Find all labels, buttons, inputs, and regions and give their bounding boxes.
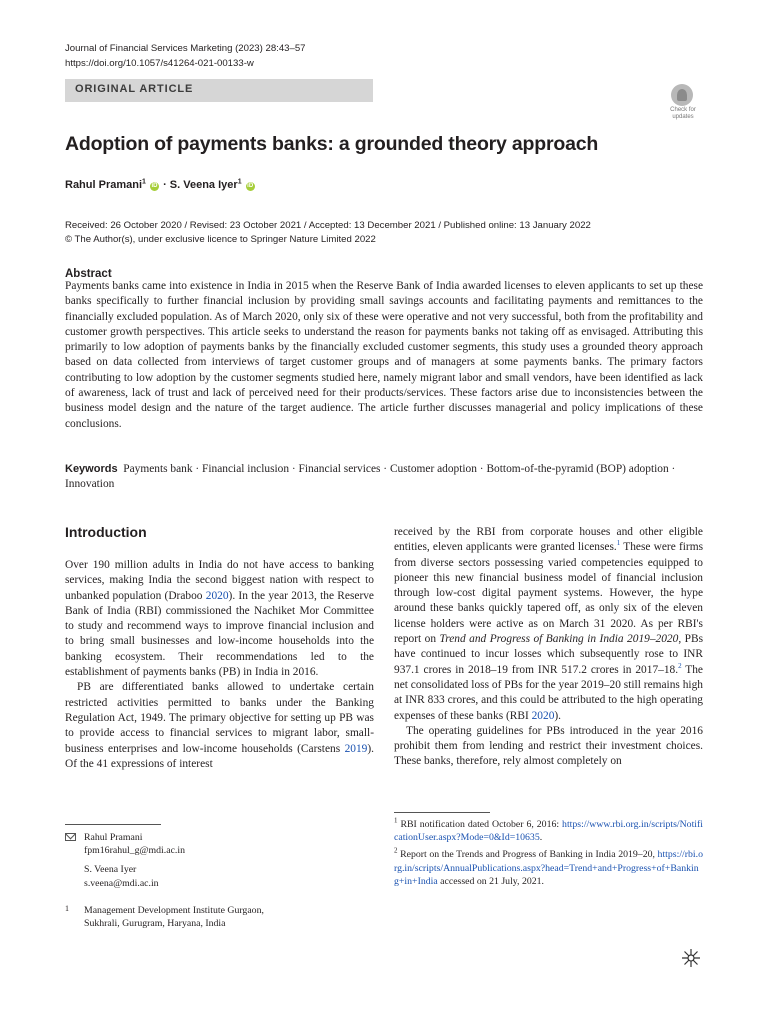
footnote-marker[interactable]: 1 [616, 539, 621, 548]
author-name[interactable]: Rahul Pramani [65, 179, 143, 191]
keywords-text: Payments bank · Financial inclusion · Financial services · Customer adoption · Bottom-of-the-pyramid (BOP) adoption · Innovation [65, 463, 676, 491]
body-column-right [394, 525, 703, 770]
abstract-text: Payments banks came into existence in India in 2015 when the Reserve Bank of India awarded licenses to eleven applicants to set up these banks specifically to further financial inclusion by providing small savings accounts and facilitating payments and remittances to the financially excluded population. As of March 2020, only six of these were operative and not very successful, both from the profitability and customer growth perspectives. This article seeks to understand the reason for payments banks not taking off as envisaged. Attributing this primarily to low adoption of payments banks by the financially excluded customer segments, this study uses a grounded theory approach based on data collected from interviews of target customer groups and of managers at some payments banks. The primary factors contributing to low adoption by the customer segments studied here, namely migrant labor and small vendors, have been identified as lack of awareness, lack of trust and lack of perceived need for their products/services. These factors arise due to inconsistencies between the business model design and the nature of the target audience. The article further discusses managerial and policy implications of these conclusions. [65, 280, 703, 430]
footnote-divider [394, 812, 490, 813]
corresponding-author-name: Rahul Pramani [84, 832, 143, 843]
footnote-marker[interactable]: 2 [678, 661, 682, 670]
corresponding-author-name: S. Veena Iyer [84, 864, 137, 876]
copyright-line: © The Author(s), under exclusive licence to Springer Nature Limited 2022 [65, 233, 376, 245]
footnote-divider [65, 824, 161, 825]
publication-dates [65, 219, 591, 246]
history-dates: Received: 26 October 2020 / Revised: 23 October 2021 / Accepted: 13 December 2021 / Published online: 13 January 2022 [65, 220, 591, 231]
footnote: $^2$ Report on the Trends and Progress of Banking in India 2019–20, https://rbi.org.in/scripts/AnnualPublications.aspx?head=Trend+and+Progress+of+Banking+in+India accessed on 21 July, 2021. [394, 847, 703, 887]
author-list [65, 179, 256, 191]
abstract-heading: Abstract [65, 268, 112, 280]
citation-link[interactable]: 2020 [205, 589, 229, 602]
affiliation-marker: 1 [142, 178, 146, 186]
section-heading: Introduction [65, 524, 147, 540]
keywords-label: Keywords [65, 463, 118, 475]
footnote-link[interactable]: https://www.rbi.org.in/scripts/NotificationUser.aspx?Mode=0&Id=10635 [394, 819, 704, 844]
footnote: $^1$ RBI notification dated October 6, 2016: https://www.rbi.org.in/scripts/NotificationUser.aspx?Mode=0&Id=10635. [394, 816, 704, 844]
article-type-banner [65, 79, 373, 102]
check-updates-label: Check for updates [670, 107, 696, 120]
author-email[interactable]: s.veena@mdi.ac.in [84, 877, 159, 889]
citation-link[interactable]: 2020 [531, 709, 555, 722]
affiliation-number: 1 [65, 904, 69, 913]
affiliation-line: Management Development Institute Gurgaon, [84, 905, 264, 916]
doi-link[interactable]: https://doi.org/10.1057/s41264-021-00133-w [65, 58, 254, 69]
journal-citation: Journal of Financial Services Marketing (2023) 28:43–57 [65, 43, 306, 54]
footnote-link[interactable]: https://rbi.org.in/scripts/AnnualPublications.aspx?head=Trend+and+Progress+of+Banking+in+India [394, 849, 703, 887]
paragraph: PB are differentiated banks allowed to undertake certain restricted activities permitted to banks under the Banking Regulation Act, 1949. The primary objective for setting up PB was to provide access to financial services to migrant labor, small-business enterprises and low-income households (Carstens 2019). Of the 41 expressions of interest [65, 681, 374, 770]
body-column-left [65, 558, 374, 772]
keywords-block [65, 462, 703, 493]
author-email[interactable]: fpm16rahul_g@mdi.ac.in [84, 845, 185, 857]
check-for-updates-badge[interactable] [664, 84, 702, 124]
citation-link[interactable]: 2019 [344, 742, 368, 755]
article-type-label: ORIGINAL ARTICLE [75, 83, 194, 95]
springer-logo [681, 948, 701, 968]
article-title: Adoption of payments banks: a grounded theory approach [65, 133, 599, 155]
journal-header [65, 41, 306, 71]
paragraph: Over 190 million adults in India do not have access to banking services, making India the second biggest nation with respect to unbanked population (Draboo 2020). In the year 2013, the Reserve Bank of India (RBI) commissioned the Nachiket Mor Committee to study and recommend ways to improve financial inclusion and to bring small businesses and low-income households into the banking ecosystem. Their recommendations led to the establishment of payments banks (PB) in India in 2016. [65, 559, 374, 679]
affiliation-line: Sukhrali, Gurugram, Haryana, India [84, 918, 226, 930]
paragraph: received by the RBI from corporate houses and other eligible entities, eleven applicants were granted licenses.$^1$ These were firms from diverse sectors possessing varied competencies equipped to pioneer this new financial business model of financial inclusion through low-cost digital payment systems. However, the hype around these banks quickly tapered off, as only six of the eleven license holders were active as on March 31 2020. As per RBI's report on Trend and Progress of Banking in India 2019–2020, PBs have continued to incur losses which subsequently rose to INR 937.1 crores in 2018–19 from INR 517.2 crores in 2017–18.$^2$ The net consolidated loss of PBs for the year 2019–20 still remains high at INR 833 crores, and this could be attributed to the high operating expenses of these banks (RBI 2020). [394, 526, 704, 722]
footnotes [394, 818, 703, 892]
affiliation-marker: 1 [237, 178, 242, 186]
orcid-icon[interactable]: iD [247, 183, 254, 189]
paragraph: The operating guidelines for PBs introduced in the year 2016 prohibit them from lending and restrict their investment choices. These banks, therefore, rely almost completely on [394, 724, 703, 768]
author-name[interactable]: S. Veena Iyer [169, 179, 238, 191]
author-separator: · [163, 179, 167, 191]
orcid-icon[interactable]: iD [151, 183, 158, 189]
envelope-icon [65, 833, 76, 841]
check-updates-icon [671, 84, 693, 106]
